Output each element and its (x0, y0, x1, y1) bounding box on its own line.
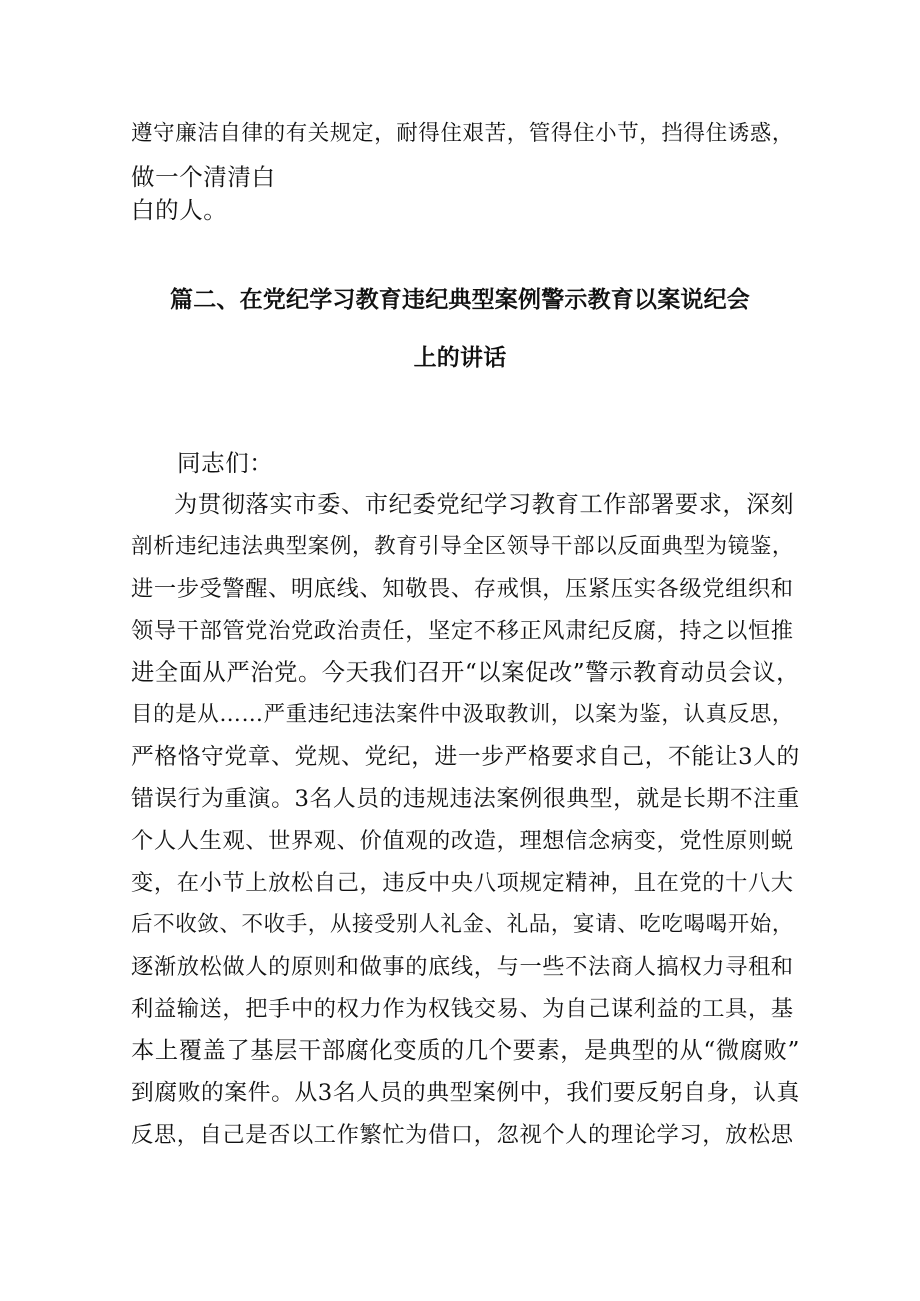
body-line-9: 个人人生观、世界观、价值观的改造，理想信念病变，党性原则蜕 (131, 828, 794, 854)
body-line-8: 错误行为重演。3名人员的违规违法案例很典型，就是长期不注重 (131, 786, 800, 812)
body-line-15: 到腐败的案件。从3名人员的典型案例中，我们要反躬自身，认真 (131, 1080, 800, 1106)
body-line-5: 进全面从严治党。今天我们召开“以案促改”警示教育动员会议， (131, 659, 800, 686)
continuation-line-2: 做一个清清白 (131, 163, 276, 191)
continuation-line-3: 白的人。 (131, 196, 228, 224)
body-line-16: 反思，自己是否以工作繁忙为借口，忽视个人的理论学习，放松思 (131, 1122, 794, 1148)
salutation: 同志们： (177, 449, 274, 477)
body-line-14: 本上覆盖了基层干部腐化变质的几个要素，是典型的从“微腐败” (131, 1037, 800, 1064)
body-line-6: 目的是从……严重违纪违法案件中汲取教训，以案为鉴，认真反思， (131, 702, 795, 727)
body-line-4: 领导干部管党治党政治责任，坚定不移正风肃纪反腐，持之以恒推 (131, 618, 794, 644)
body-line-3: 进一步受警醒、明底线、知敬畏、存戒惧，压紧压实各级党组织和 (131, 576, 794, 602)
body-line-10: 变，在小节上放松自己，违反中央八项规定精神，且在党的十八大 (131, 870, 794, 896)
section-title-line-2: 上的讲话 (413, 345, 507, 371)
body-line-7: 严格恪守党章、党规、党纪，进一步严格要求自己，不能让3人的 (131, 744, 800, 770)
body-line-12: 逐渐放松做人的原则和做事的底线，与一些不法商人搞权力寻租和 (131, 954, 794, 980)
body-line-1: 为贯彻落实市委、市纪委党纪学习教育工作部署要求，深刻 (174, 491, 795, 518)
section-title-line-1: 篇二、在党纪学习教育违纪典型案例警示教育以案说纪会 (170, 287, 750, 313)
body-line-11: 后不收敛、不收手，从接受别人礼金、礼品，宴请、吃吃喝喝开始， (131, 912, 795, 937)
continuation-line-1: 遵守廉洁自律的有关规定，耐得住艰苦，管得住小节，挡得住诱惑， (131, 121, 795, 146)
body-line-13: 利益输送，把手中的权力作为权钱交易、为自己谋利益的工具，基 (131, 996, 794, 1022)
body-line-2: 剖析违纪违法典型案例，教育引导全区领导干部以反面典型为镜鉴， (131, 534, 795, 559)
